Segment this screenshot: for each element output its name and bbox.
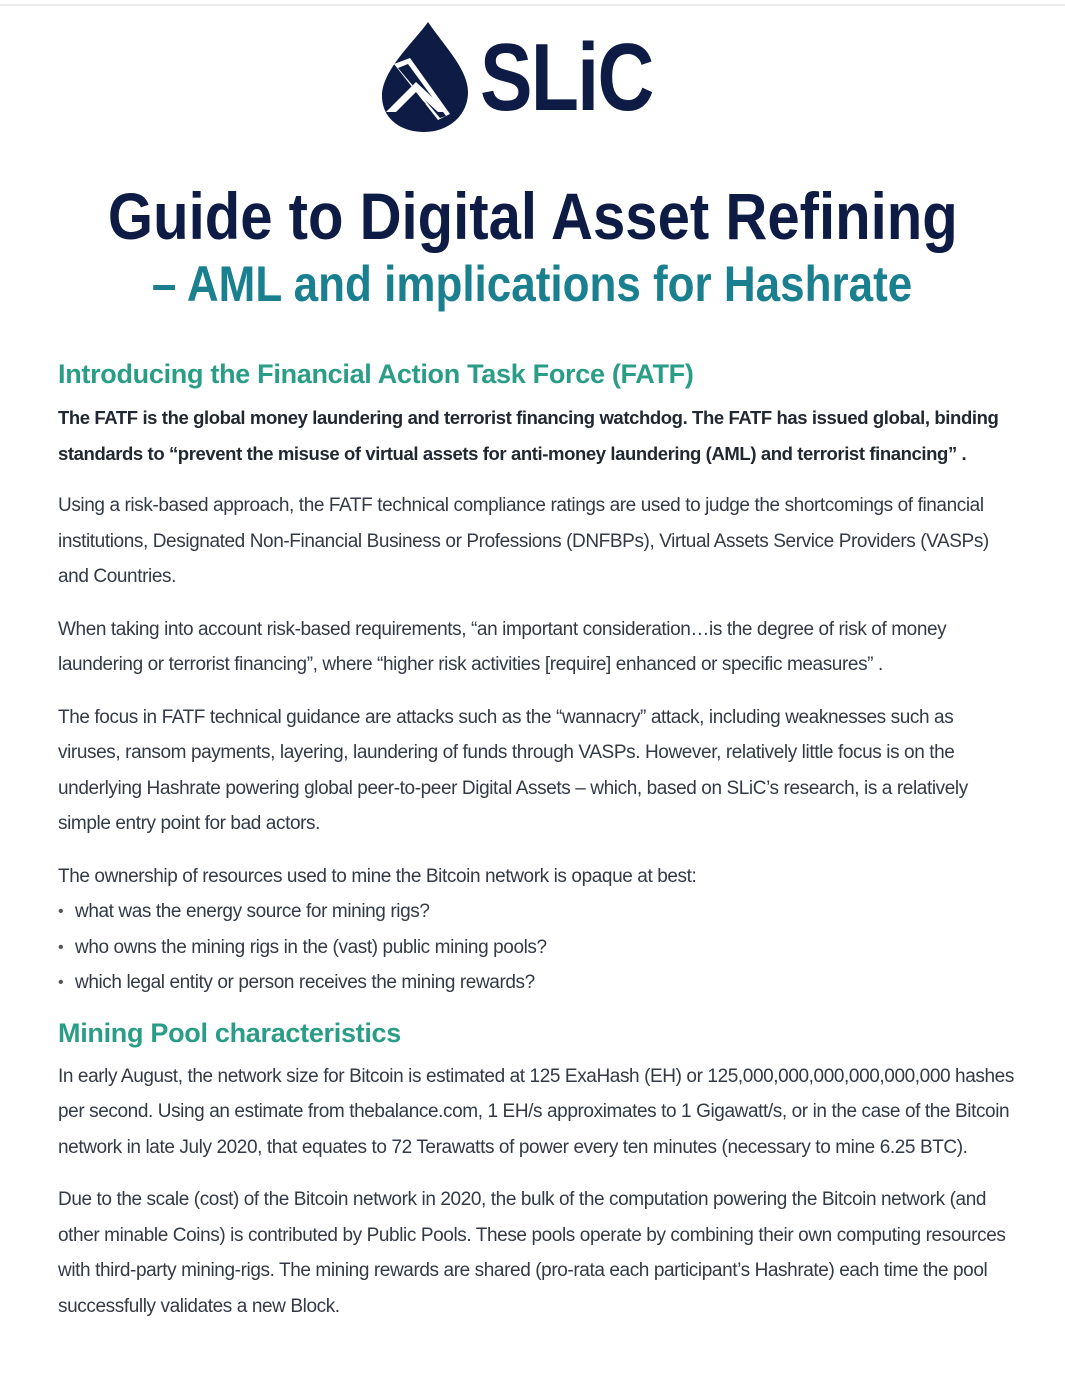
bullet-list bbox=[58, 894, 1020, 1001]
list-item bbox=[58, 965, 1020, 1001]
section-mining-pool bbox=[58, 1011, 1020, 1325]
drop-pickaxe-icon bbox=[376, 18, 476, 134]
document-title bbox=[0, 178, 1065, 254]
paragraph: The ownership of resources used to mine the Bitcoin network is opaque at best: bbox=[58, 865, 697, 887]
paragraph: The focus in FATF technical guidance are attacks such as the “wannacry” attack, including weaknesses such as viruses, ransom payments, layering, laundering of funds through VASPs. However, relatively little focus is on the underlying Hashrate powering global peer-to-peer Digital Assets – which, based on SLiC’s research, is a relatively simple entry point for bad actors. bbox=[58, 706, 968, 834]
paragraph: When taking into account risk-based requirements, “an important consideration…is the degree of risk of money laundering or terrorist financing”, where “higher risk activities [require] enhanced or specific measures” . bbox=[58, 618, 947, 675]
paragraph: The FATF is the global money laundering and terrorist financing watchdog. The FATF has issued global, binding standards to “prevent the misuse of virtual assets for anti-money laundering (AML) and terrorist financing” . bbox=[58, 407, 999, 464]
list-item bbox=[58, 930, 1020, 966]
bullet-icon: • bbox=[58, 974, 64, 991]
document-subtitle bbox=[0, 254, 1065, 314]
paragraph: Due to the scale (cost) of the Bitcoin network in 2020, the bulk of the computation powering the Bitcoin network (and other minable Coins) is contributed by Public Pools. These pools operate by combining their own computing resources with third-party mining-rigs. The mining rewards are shared (pro-rata each participant’s Hashrate) each time the pool successfully validates a new Block. bbox=[58, 1189, 1006, 1317]
list-item bbox=[58, 894, 1020, 930]
brand-logo bbox=[376, 18, 666, 134]
section-fatf bbox=[58, 352, 1020, 1001]
section-heading: Mining Pool characteristics bbox=[58, 1017, 401, 1048]
document-subtitle-text: – AML and implications for Hashrate bbox=[152, 256, 913, 312]
bullet-icon: • bbox=[58, 938, 64, 956]
top-rule bbox=[0, 4, 1065, 6]
list-item-text: who owns the mining rigs in the (vast) public mining pools? bbox=[75, 936, 547, 958]
brand-wordmark: SLiC bbox=[480, 24, 653, 131]
bullet-icon: • bbox=[58, 903, 64, 920]
paragraph: In early August, the network size for Bitcoin is estimated at 125 ExaHash (EH) or 125,000,000,000,000,000,000 hashes per second. Using an estimate from thebalance.com, 1 EH/s approximates to 1 Gigawatt/s, or in the case of the Bitcoin network in late July 2020, that equates to 72 Terawatts of power every ten minutes (necessary to mine 6.25 BTC). bbox=[58, 1065, 1014, 1158]
paragraph: Using a risk-based approach, the FATF technical compliance ratings are used to judge the shortcomings of financial institutions, Designated Non-Financial Business or Professions (DNFBPs), Virtual Assets Service Providers (VASPs) and Countries. bbox=[58, 495, 989, 587]
document-body bbox=[58, 352, 1020, 1341]
list-item-text: which legal entity or person receives the mining rewards? bbox=[75, 972, 535, 993]
document-title-text: Guide to Digital Asset Refining bbox=[107, 179, 958, 253]
section-heading: Introducing the Financial Action Task Force (FATF) bbox=[58, 359, 694, 389]
list-item-text: what was the energy source for mining rigs? bbox=[75, 901, 430, 922]
